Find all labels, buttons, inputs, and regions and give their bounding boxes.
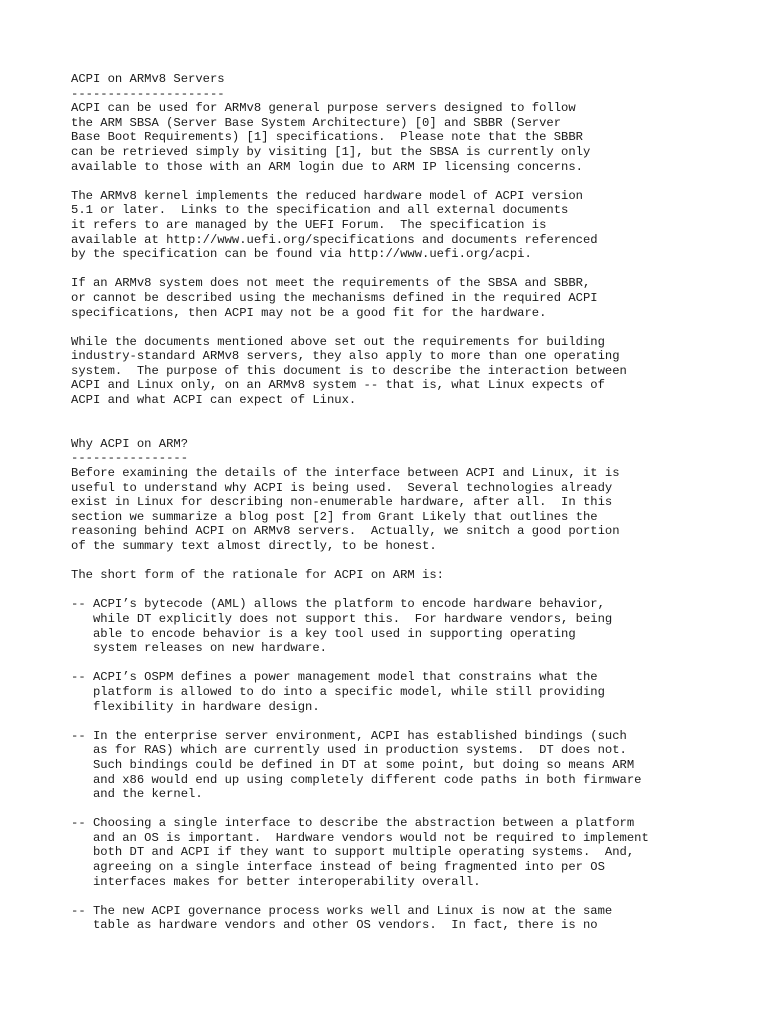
text-line: ---------------- <box>71 451 189 466</box>
text-line <box>71 422 751 437</box>
text-line: and the kernel. <box>71 787 203 802</box>
text-line: Such bindings could be defined in DT at some point, but doing so means ARM <box>71 757 635 772</box>
text-line <box>71 656 751 671</box>
text-line: system releases on new hardware. <box>71 641 327 656</box>
text-line <box>71 889 751 904</box>
text-line: reasoning behind ACPI on ARMv8 servers. Actually, we snitch a good portion <box>71 524 620 539</box>
text-line: While the documents mentioned above set out the requirements for building <box>71 334 605 349</box>
text-line: of the summary text almost directly, to be honest. <box>71 539 437 553</box>
text-line: If an ARMv8 system does not meet the requirements of the SBSA and SBBR, <box>71 276 591 291</box>
text-line: ACPI and what ACPI can expect of Linux. <box>71 393 357 408</box>
text-line: Base Boot Requirements) [1] specifications. Please note that the SBBR <box>71 130 583 145</box>
document-page <box>71 72 751 933</box>
text-line <box>71 408 751 423</box>
text-line: able to encode behavior is a key tool used in supporting operating <box>71 626 576 641</box>
text-line: specifications, then ACPI may not be a good fit for the hardware. <box>71 305 547 320</box>
text-line: available to those with an ARM login due to ARM IP licensing concerns. <box>71 159 583 174</box>
text-line: Why ACPI on ARM? <box>71 436 189 451</box>
text-line: table as hardware vendors and other OS vendors. In fact, there is no <box>71 918 598 933</box>
text-line: -- ACPI’s OSPM defines a power management model that constrains what the <box>71 670 598 685</box>
text-line: -- ACPI’s bytecode (AML) allows the platform to encode hardware behavior, <box>71 597 605 612</box>
text-line: -- In the enterprise server environment, ACPI has established bindings (such <box>71 728 627 743</box>
text-line: ACPI can be used for ARMv8 general purpose servers designed to follow <box>71 101 576 116</box>
text-line: Before examining the details of the interface between ACPI and Linux, it is <box>71 466 620 481</box>
text-line <box>71 174 751 189</box>
text-line: The short form of the rationale for ACPI on ARM is: <box>71 568 444 583</box>
text-line: -- The new ACPI governance process works well and Linux is now at the same <box>71 903 613 918</box>
text-line: system. The purpose of this document is to describe the interaction between <box>71 363 627 378</box>
text-line: platform is allowed to do into a specific model, while still providing <box>71 684 605 699</box>
text-line <box>71 554 751 569</box>
text-line: the ARM SBSA (Server Base System Architecture) [0] and SBBR (Server <box>71 115 562 130</box>
text-line: and an OS is important. Hardware vendors would not be required to implement <box>71 830 649 845</box>
text-line <box>71 262 751 277</box>
text-line <box>71 802 751 817</box>
text-line: both DT and ACPI if they want to support multiple operating systems. And, <box>71 845 635 860</box>
text-line: -- Choosing a single interface to describe the abstraction between a platform <box>71 816 635 831</box>
text-line: and x86 would end up using completely different code paths in both firmware <box>71 772 642 787</box>
text-line: agreeing on a single interface instead of being fragmented into per OS <box>71 860 605 875</box>
text-line: it refers to are managed by the UEFI Forum. The specification is <box>71 217 547 232</box>
text-line: by the specification can be found via http://www.uefi.org/acpi. <box>71 247 532 262</box>
text-line: flexibility in hardware design. <box>71 699 320 714</box>
text-line: industry-standard ARMv8 servers, they also apply to more than one operating <box>71 349 620 364</box>
text-line: useful to understand why ACPI is being used. Several technologies already <box>71 480 613 495</box>
text-line: ACPI and Linux only, on an ARMv8 system -- that is, what Linux expects of <box>71 378 605 393</box>
text-line: while DT explicitly does not support this. For hardware vendors, being <box>71 611 613 626</box>
text-line: exist in Linux for describing non-enumerable hardware, after all. In this <box>71 495 613 510</box>
text-line: section we summarize a blog post [2] from Grant Likely that outlines the <box>71 509 598 524</box>
text-line: or cannot be described using the mechanisms defined in the required ACPI <box>71 290 598 305</box>
text-line: --------------------- <box>71 86 225 101</box>
text-line <box>71 583 751 598</box>
text-line <box>71 714 751 729</box>
text-line: interfaces makes for better interoperability overall. <box>71 874 481 889</box>
text-line: The ARMv8 kernel implements the reduced hardware model of ACPI version <box>71 188 583 203</box>
text-line <box>71 320 751 335</box>
text-line: available at http://www.uefi.org/specifications and documents referenced <box>71 232 598 247</box>
text-line: can be retrieved simply by visiting [1], but the SBSA is currently only <box>71 144 591 159</box>
text-line: ACPI on ARMv8 Servers <box>71 72 225 86</box>
text-line: 5.1 or later. Links to the specification and all external documents <box>71 203 569 218</box>
text-line: as for RAS) which are currently used in production systems. DT does not. <box>71 743 627 758</box>
